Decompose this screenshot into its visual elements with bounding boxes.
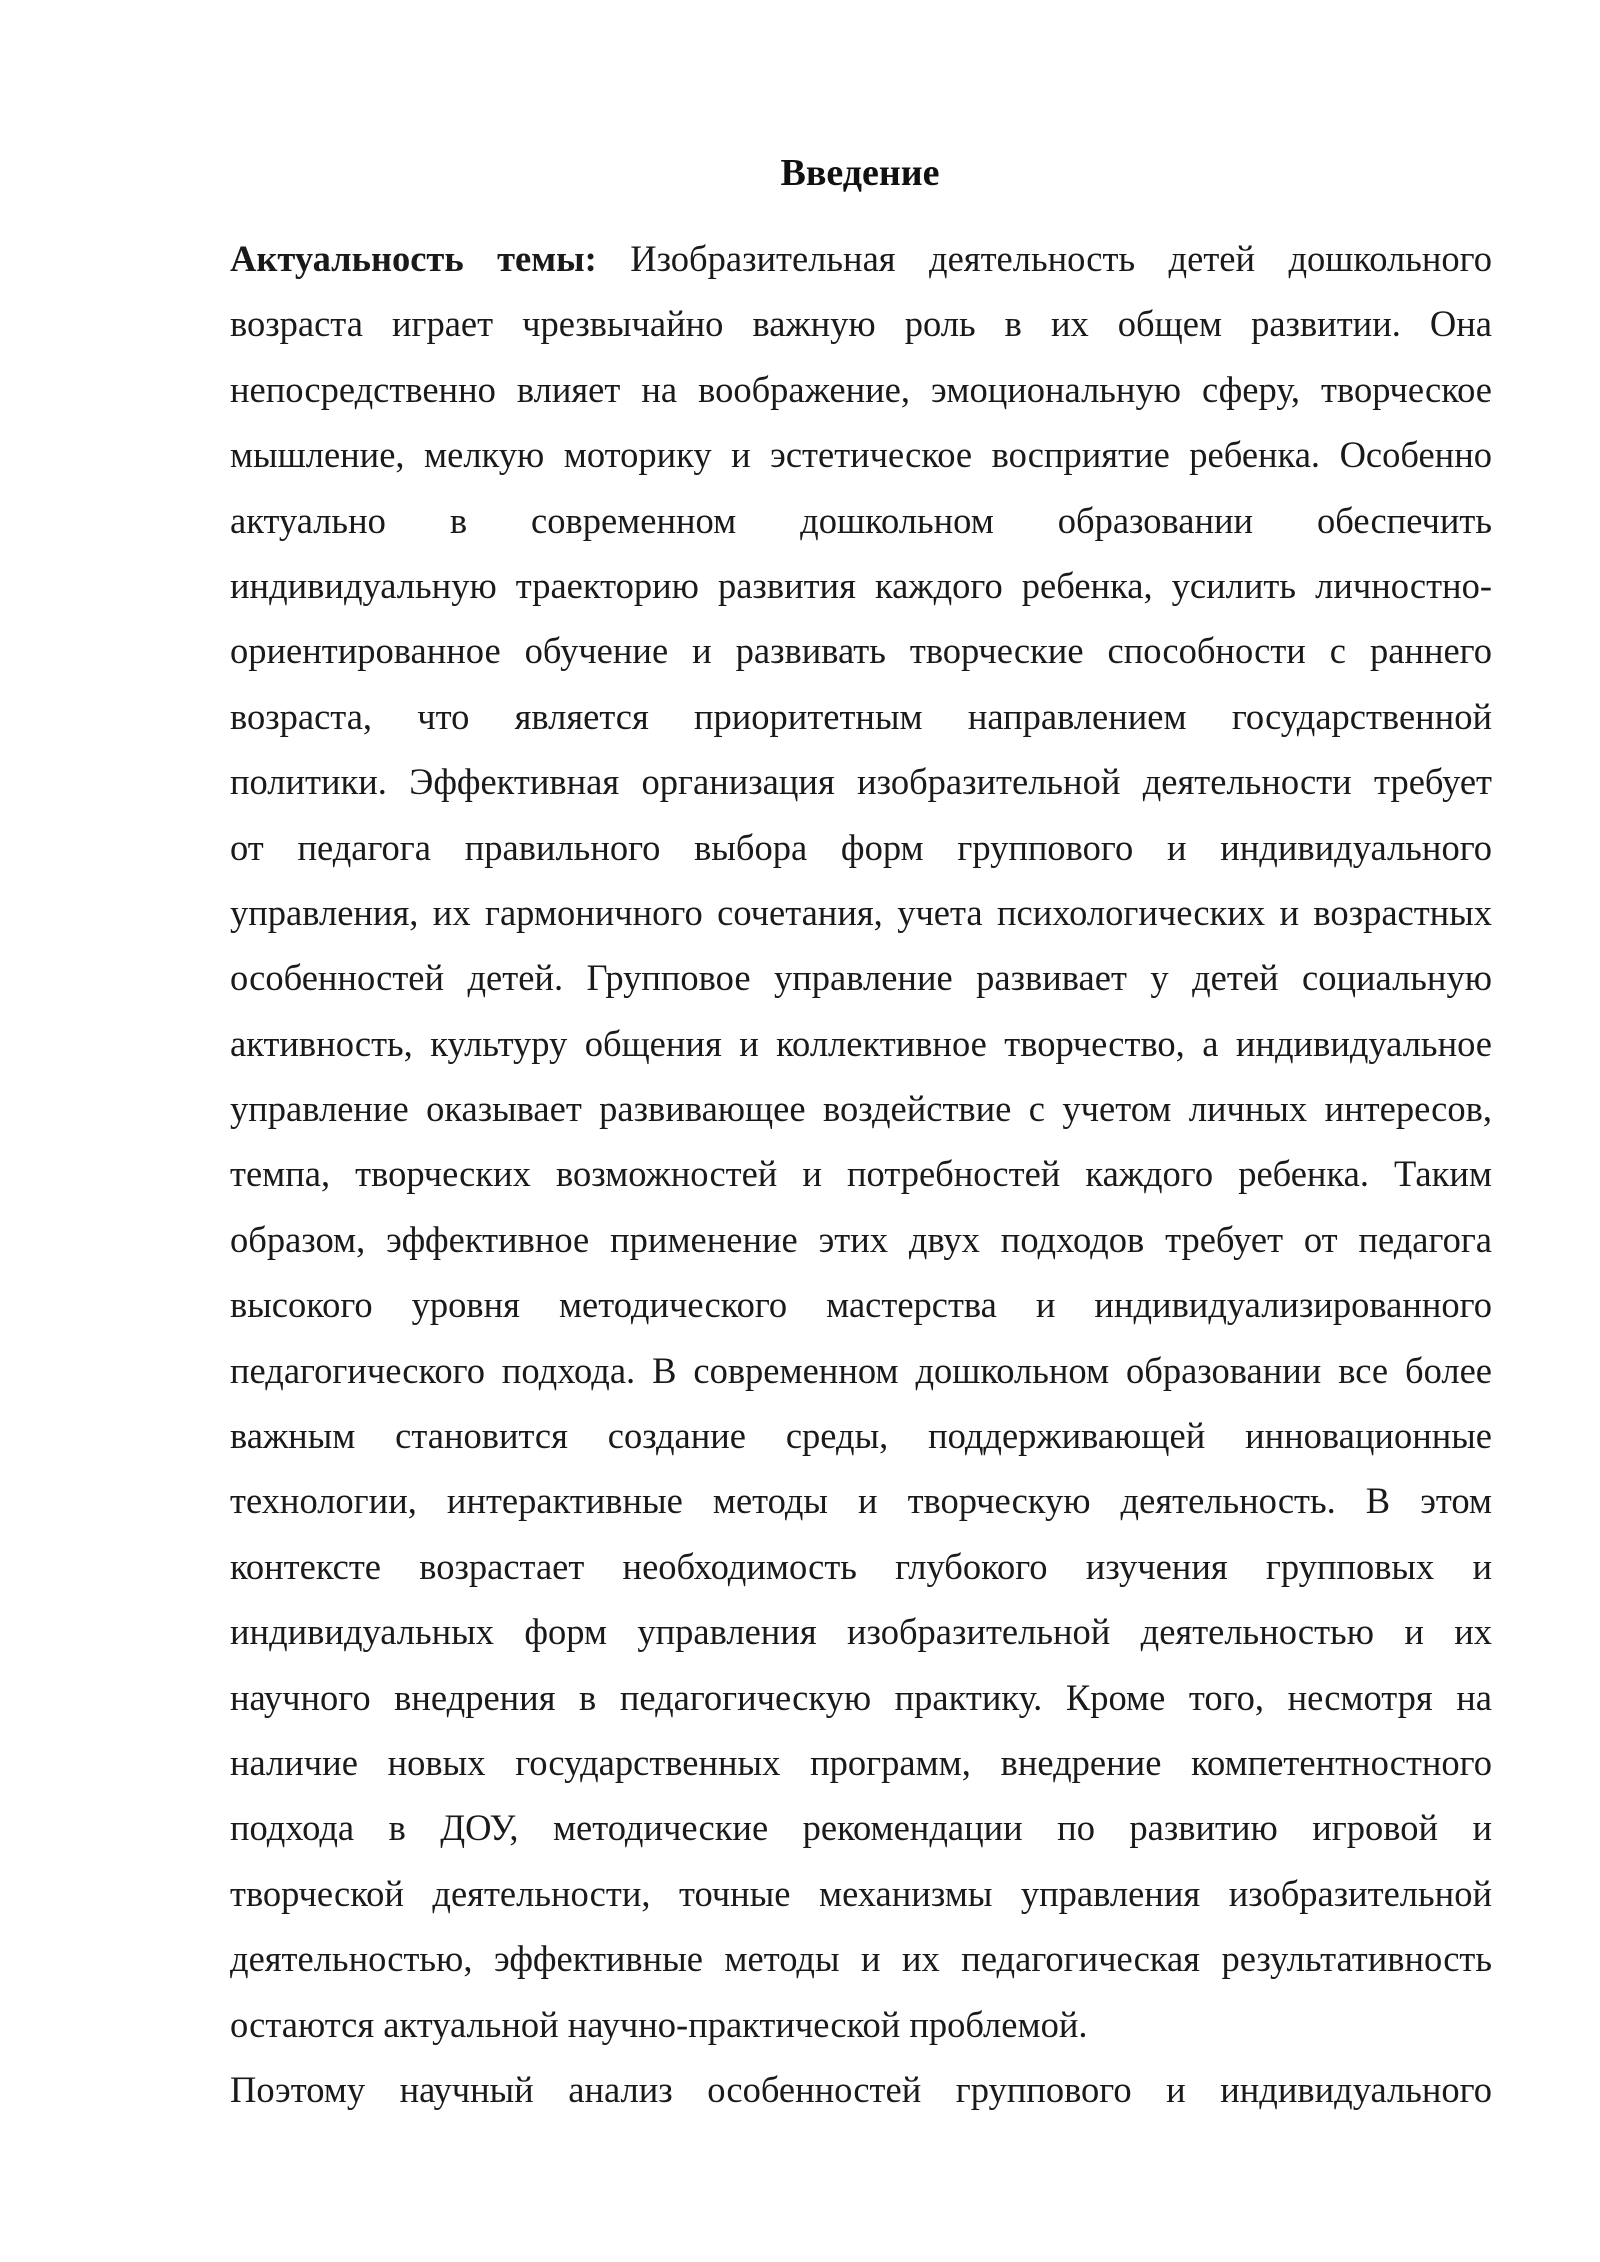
page-title: Введение (780, 152, 940, 194)
text-line: остаются актуальной научно-практической проблемой. (230, 2003, 1088, 2045)
text-line: индивидуальных форм управления изобразительной деятельностью и их (230, 1611, 1492, 1653)
text-line: темпа, творческих возможностей и потребностей каждого ребенка. Таким (230, 1153, 1492, 1195)
text-line: контексте возрастает необходимость глубокого изучения групповых и (230, 1545, 1492, 1587)
text-line: политики. Эффективная организация изобразительной деятельности требует (230, 761, 1492, 803)
text-line: непосредственно влияет на воображение, эмоциональную сферу, творческое (230, 368, 1492, 410)
text-line: подхода в ДОУ, методические рекомендации по развитию игровой и (230, 1807, 1492, 1849)
body-text (230, 226, 1492, 2122)
text-line: педагогического подхода. В современном дошкольном образовании все более (230, 1349, 1492, 1391)
lead-label: Актуальность темы: (230, 238, 597, 279)
text-line: от педагога правильного выбора форм группового и индивидуального (230, 826, 1492, 868)
text-line: высокого уровня методического мастерства и индивидуализированного (230, 1284, 1492, 1326)
text-line: активность, культуру общения и коллективное творчество, а индивидуальное (230, 1022, 1492, 1064)
text-line (230, 226, 1492, 291)
text-line: управления, их гармоничного сочетания, учета психологических и возрастных (230, 891, 1492, 933)
text-line: возраста играет чрезвычайно важную роль в их общем развитии. Она (230, 303, 1492, 345)
text-line: образом, эффективное применение этих двух подходов требует от педагога (230, 1218, 1492, 1260)
text-line: научного внедрения в педагогическую практику. Кроме того, несмотря на (230, 1676, 1492, 1718)
text-line: актуально в современном дошкольном образовании обеспечить (230, 499, 1492, 541)
text-line: деятельностью, эффективные методы и их педагогическая результативность (230, 1938, 1492, 1980)
text-line-content: Изобразительная деятельность детей дошкольного (596, 238, 1492, 279)
text-line: важным становится создание среды, поддерживающей инновационные (230, 1415, 1492, 1457)
text-line: особенностей детей. Групповое управление развивает у детей социальную (230, 957, 1492, 999)
text-line: управление оказывает развивающее воздействие с учетом личных интересов, (230, 1088, 1492, 1130)
text-line: технологии, интерактивные методы и творческую деятельность. В этом (230, 1480, 1492, 1522)
text-line: Поэтому научный анализ особенностей группового и индивидуального (230, 2068, 1492, 2110)
text-line: наличие новых государственных программ, внедрение компетентностного (230, 1741, 1492, 1783)
text-line: возраста, что является приоритетным направлением государственной (230, 695, 1492, 737)
text-line: индивидуальную траекторию развития каждого ребенка, усилить личностно- (230, 564, 1492, 606)
text-line: творческой деятельности, точные механизмы управления изобразительной (230, 1872, 1492, 1914)
text-line: мышление, мелкую моторику и эстетическое восприятие ребенка. Особенно (230, 434, 1492, 476)
text-line: ориентированное обучение и развивать творческие способности с раннего (230, 630, 1492, 672)
